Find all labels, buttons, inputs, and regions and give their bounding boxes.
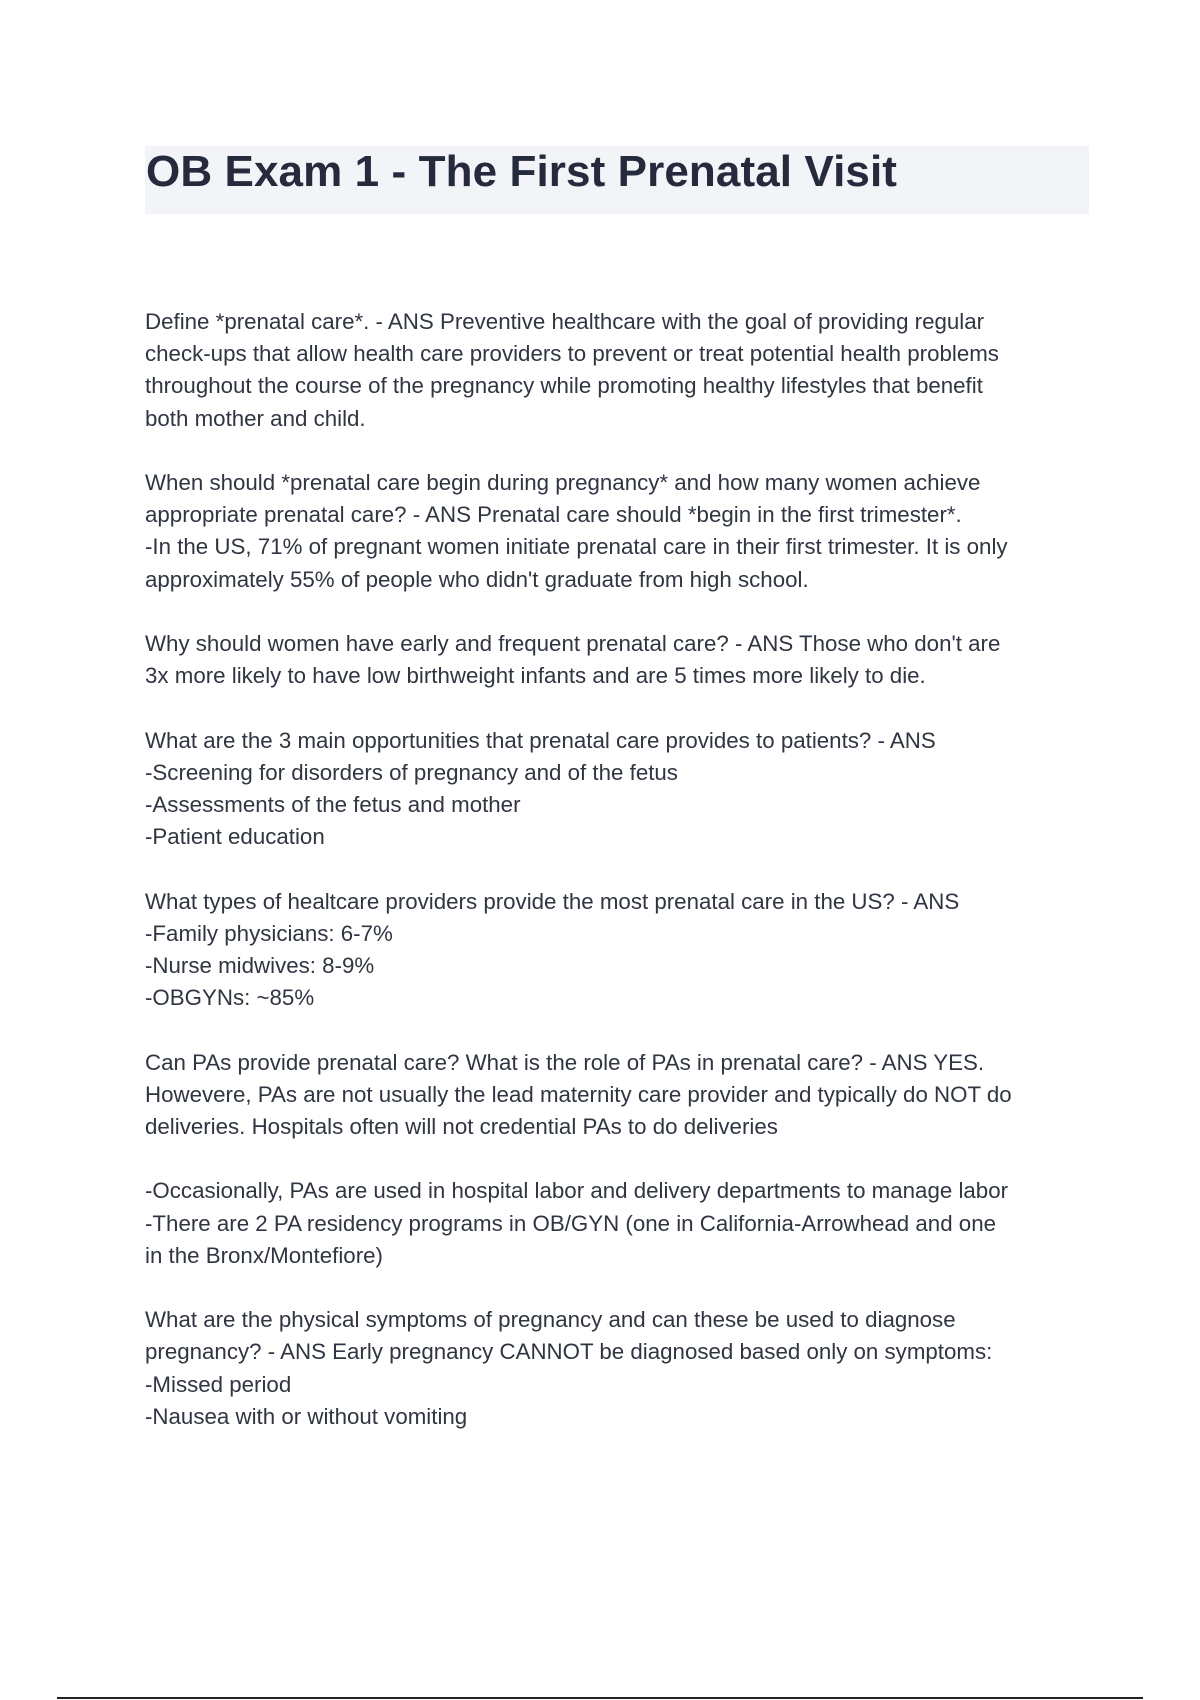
list-item: -Missed period <box>145 1371 292 1397</box>
list-item: -There are 2 PA residency programs in OB/GYN (one in California-Arrowhead and one <box>145 1210 996 1236</box>
text-line: What types of healtcare providers provide the most prenatal care in the US? - ANS <box>145 888 960 914</box>
text-line: When should *prenatal care begin during pregnancy* and how many women achieve <box>145 470 981 495</box>
qa-item <box>145 1304 1095 1433</box>
text-line: Define *prenatal care*. - ANS Preventive healthcare with the goal of providing regular <box>145 309 985 334</box>
qa-item <box>145 886 1095 1015</box>
text-line: throughout the course of the pregnancy while promoting healthy lifestyles that benefit <box>145 373 983 399</box>
text-line: What are the 3 main opportunities that prenatal care provides to patients? - ANS <box>145 727 936 753</box>
list-item: -OBGYNs: ~85% <box>145 985 315 1011</box>
qa-content <box>145 306 1095 1465</box>
list-item: -Nurse midwives: 8-9% <box>145 953 375 978</box>
text-line: both mother and child. <box>145 405 366 431</box>
qa-item <box>145 725 1095 854</box>
text-line: pregnancy? - ANS Early pregnancy CANNOT be diagnosed based only on symptoms: <box>145 1339 993 1365</box>
text-line: Howevere, PAs are not usually the lead maternity care provider and typically do NOT do <box>145 1081 1012 1107</box>
page-title: OB Exam 1 - The First Prenatal Visit <box>146 147 898 196</box>
list-item: -Occasionally, PAs are used in hospital labor and delivery departments to manage labor <box>145 1178 1009 1204</box>
text-line: What are the physical symptoms of pregnancy and can these be used to diagnose <box>145 1307 956 1333</box>
qa-item <box>145 1047 1095 1144</box>
list-item: -Family physicians: 6-7% <box>145 920 393 946</box>
text-line: Why should women have early and frequent prenatal care? - ANS Those who don't are <box>145 631 1001 656</box>
list-item: -Nausea with or without vomiting <box>145 1403 468 1429</box>
page-divider <box>57 1697 1143 1699</box>
text-line: in the Bronx/Montefiore) <box>145 1242 383 1268</box>
text-line: Can PAs provide prenatal care? What is the role of PAs in prenatal care? - ANS YES. <box>145 1049 985 1075</box>
text-line: appropriate prenatal care? - ANS Prenatal care should *begin in the first trimester*. <box>145 502 962 528</box>
text-line: approximately 55% of people who didn't graduate from high school. <box>145 566 809 592</box>
text-line: deliveries. Hospitals often will not credential PAs to do deliveries <box>145 1114 778 1139</box>
text-line: -In the US, 71% of pregnant women initiate prenatal care in their first trimester. It is only <box>145 534 1008 560</box>
list-item: -Patient education <box>145 824 325 850</box>
list-item: -Screening for disorders of pregnancy and of the fetus <box>145 759 678 785</box>
text-line: check-ups that allow health care providers to prevent or treat potential health problems <box>145 341 999 367</box>
qa-item <box>145 628 1095 692</box>
qa-item <box>145 306 1095 435</box>
qa-item <box>145 467 1095 596</box>
qa-item <box>145 1175 1095 1272</box>
list-item: -Assessments of the fetus and mother <box>145 792 521 817</box>
text-line: 3x more likely to have low birthweight infants and are 5 times more likely to die. <box>145 663 926 689</box>
